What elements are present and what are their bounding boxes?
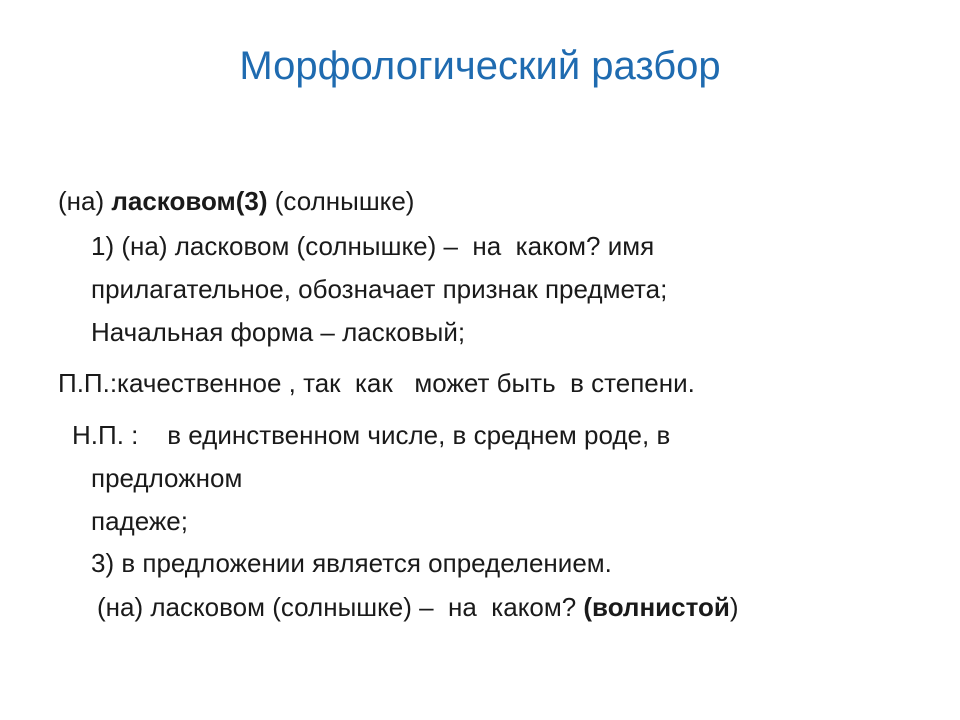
text-line-9: 3) в предложении является определением. bbox=[91, 548, 612, 578]
text-line-6: Н.П. : в единственном числе, в среднем роде, в bbox=[72, 420, 671, 450]
text-line-5: П.П.:качественное , так как может быть в степени. bbox=[58, 368, 695, 398]
text-segment: (на) ласковом (солнышке) – на каком? bbox=[97, 592, 584, 622]
bold-word: (волнистой bbox=[583, 592, 730, 622]
text-segment: (солнышке) bbox=[267, 186, 415, 216]
text-line-2: 1) (на) ласковом (солнышке) – на каком? имя bbox=[91, 231, 655, 261]
slide-title: Морфологический разбор bbox=[239, 44, 721, 88]
text-line-3: прилагательное, обозначает признак предмета; bbox=[91, 274, 668, 304]
text-line-1 bbox=[58, 184, 414, 218]
bold-word: ласковом(3) bbox=[111, 186, 268, 216]
text-line-8: падеже; bbox=[91, 506, 188, 536]
text-line-10 bbox=[97, 590, 739, 624]
text-line-4: Начальная форма – ласковый; bbox=[91, 317, 466, 347]
text-segment: ) bbox=[729, 592, 739, 622]
text-segment: (на) bbox=[58, 186, 112, 216]
text-line-7: предложном bbox=[91, 463, 243, 493]
